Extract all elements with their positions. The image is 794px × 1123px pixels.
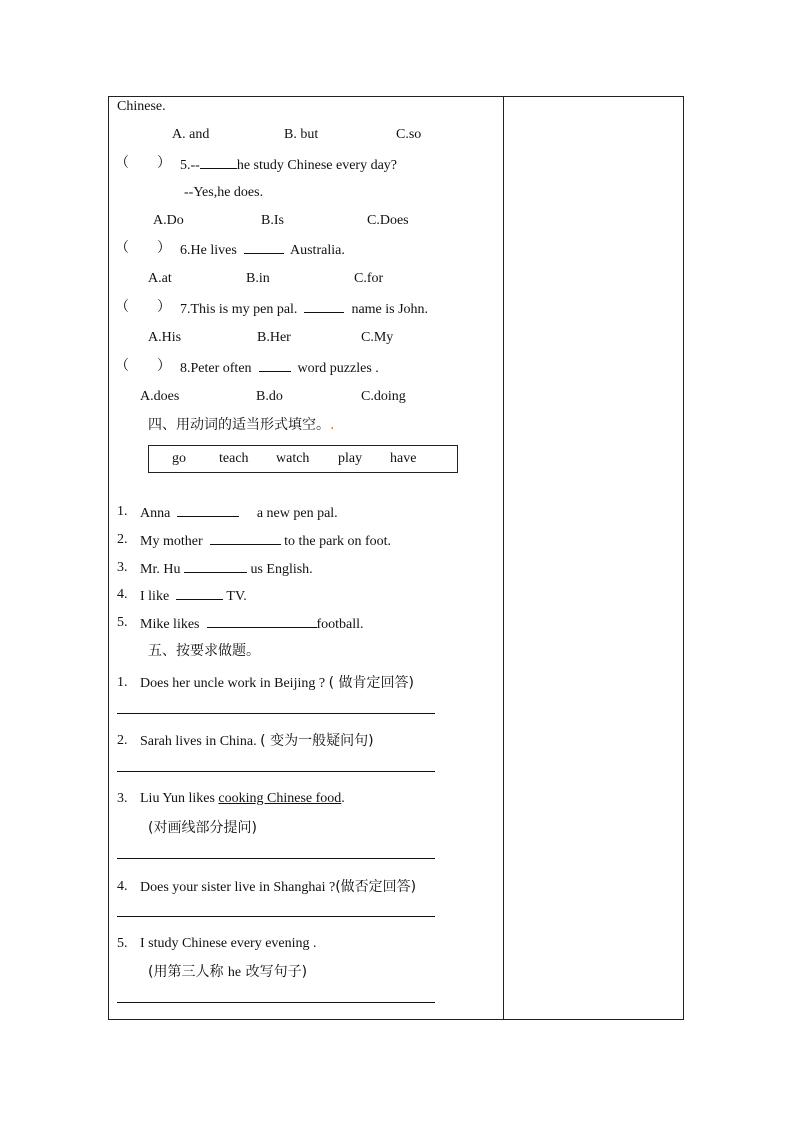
- task-2: [140, 732, 374, 751]
- fill-item-4-blank[interactable]: [176, 586, 223, 600]
- q5-option-c: C.Does: [367, 213, 409, 228]
- task-5-note-b: 改写句子): [241, 964, 308, 980]
- q8-option-b: B.do: [256, 389, 283, 404]
- task-3-text-a: Liu Yun likes: [140, 791, 219, 806]
- fill-item-5-num: 5.: [117, 615, 128, 630]
- q7-paren: （ ）: [115, 300, 171, 315]
- task-1-num: 1.: [117, 675, 128, 690]
- fill-item-5-blank[interactable]: [207, 614, 317, 628]
- q7-blank[interactable]: [304, 299, 344, 313]
- word-bank-go: go: [172, 451, 186, 466]
- task-5-num: 5.: [117, 936, 128, 951]
- q7-option-b: B.Her: [257, 330, 291, 345]
- word-bank-watch: watch: [276, 451, 310, 466]
- task-2-answer-line[interactable]: [117, 771, 435, 772]
- task-5-text: I study Chinese every evening .: [140, 936, 317, 951]
- task-3: [140, 790, 345, 808]
- task-5-note-a: (用第三人称: [148, 964, 228, 980]
- q6-option-b: B.in: [246, 271, 270, 286]
- q7-option-a: A.His: [148, 330, 182, 345]
- q8-blank[interactable]: [259, 358, 291, 372]
- q4-option-a: A. and: [172, 127, 210, 142]
- task-3-num: 3.: [117, 791, 128, 806]
- q8-stem-a: 8.Peter often: [180, 361, 252, 376]
- fill-item-3: [140, 559, 313, 579]
- fill-item-4-a: I like: [140, 589, 170, 604]
- fill-item-4: [140, 586, 247, 606]
- fill-item-1-num: 1.: [117, 504, 128, 519]
- task-1: [140, 674, 414, 693]
- q6-stem: [180, 240, 345, 260]
- q7-option-c: C.My: [361, 330, 394, 345]
- task-3-note: (对画线部分提问): [148, 820, 257, 836]
- q7-stem-a: 7.This is my pen pal.: [180, 302, 298, 317]
- q7-stem: [180, 299, 428, 319]
- q8-stem: [180, 358, 379, 378]
- q8-paren: （ ）: [115, 359, 171, 374]
- fill-item-1: [140, 503, 338, 523]
- task-4-text: Does your sister live in Shanghai ?: [140, 880, 336, 895]
- q5-option-b: B.Is: [261, 213, 284, 228]
- q5-paren: （ ）: [115, 156, 171, 171]
- word-bank-play: play: [338, 451, 363, 466]
- q8-option-a: A.does: [140, 389, 180, 404]
- fill-item-2-b: to the park on foot.: [284, 534, 392, 549]
- fill-item-3-a: Mr. Hu: [140, 562, 181, 577]
- q6-paren: （ ）: [115, 241, 171, 256]
- q8-stem-b: word puzzles .: [297, 361, 379, 376]
- word-bank-teach: teach: [219, 451, 249, 466]
- q6-stem-a: 6.He lives: [180, 243, 237, 258]
- word-bank-box: [148, 445, 458, 473]
- section4-heading: [148, 416, 334, 434]
- fill-item-4-num: 4.: [117, 587, 128, 602]
- fill-item-4-b: TV.: [226, 589, 247, 604]
- q4-option-c: C.so: [396, 127, 422, 142]
- q6-blank[interactable]: [244, 240, 284, 254]
- task-4: [140, 878, 416, 897]
- fill-item-3-blank[interactable]: [184, 559, 247, 573]
- task-3-underlined: cooking Chinese food: [218, 791, 342, 806]
- q6-option-a: A.at: [148, 271, 172, 286]
- q5-stem: [180, 155, 397, 175]
- task-4-num: 4.: [117, 879, 128, 894]
- q5-reply: --Yes,he does.: [184, 185, 264, 200]
- task-3-answer-line[interactable]: [117, 858, 435, 859]
- q6-stem-b: Australia.: [290, 243, 345, 258]
- task-1-answer-line[interactable]: [117, 713, 435, 714]
- task-4-answer-line[interactable]: [117, 916, 435, 917]
- fill-item-1-b: a new pen pal.: [256, 506, 338, 521]
- task-5-note-he: he: [227, 965, 242, 980]
- q8-option-c: C.doing: [361, 389, 406, 404]
- q5-stem-a: 5.--: [180, 158, 200, 173]
- q7-stem-b: name is John.: [351, 302, 429, 317]
- fill-item-5: [140, 614, 364, 634]
- q6-option-c: C.for: [354, 271, 384, 286]
- section4-heading-text: 四、用动词的适当形式填空。: [148, 417, 330, 433]
- q4-option-b: B. but: [284, 127, 319, 142]
- task-5-answer-line[interactable]: [117, 1002, 435, 1003]
- q5-stem-b: he study Chinese every day?: [236, 158, 398, 173]
- section4-heading-dot: .: [330, 417, 335, 433]
- task-1-note: ( 做肯定回答): [328, 675, 414, 691]
- fill-item-2: [140, 531, 391, 551]
- fill-item-5-b: football.: [316, 617, 364, 632]
- section5-heading: 五、按要求做题。: [148, 643, 260, 659]
- task-5-note: [148, 963, 307, 982]
- task-2-num: 2.: [117, 733, 128, 748]
- task-1-text: Does her uncle work in Beijing ?: [140, 676, 326, 691]
- q4-tail: Chinese.: [117, 99, 166, 114]
- q5-blank[interactable]: [200, 155, 237, 169]
- task-2-text: Sarah lives in China.: [140, 734, 257, 749]
- task-2-note: ( 变为一般疑问句): [260, 733, 374, 749]
- fill-item-1-a: Anna: [140, 506, 171, 521]
- fill-item-1-blank[interactable]: [177, 503, 239, 517]
- fill-item-2-num: 2.: [117, 532, 128, 547]
- fill-item-2-blank[interactable]: [210, 531, 281, 545]
- task-3-text-b: .: [341, 791, 345, 806]
- word-bank-have: have: [390, 451, 417, 466]
- task-4-note: (做否定回答): [335, 879, 417, 895]
- fill-item-2-a: My mother: [140, 534, 203, 549]
- fill-item-3-b: us English.: [250, 562, 313, 577]
- fill-item-5-a: Mike likes: [140, 617, 200, 632]
- fill-item-3-num: 3.: [117, 560, 128, 575]
- q5-option-a: A.Do: [153, 213, 184, 228]
- column-divider: [503, 96, 504, 1020]
